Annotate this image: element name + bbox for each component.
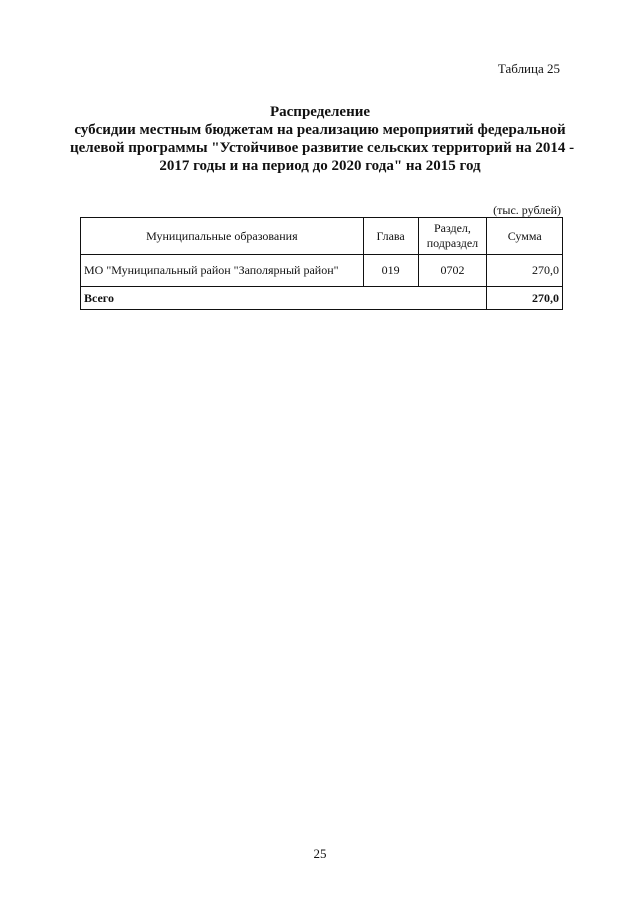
header-sum: Сумма [487,218,563,255]
header-chapter: Глава [363,218,418,255]
subsidy-distribution-table [80,217,563,310]
header-section-line-1: Раздел, [433,221,471,235]
page-number: 25 [313,846,327,861]
units-note: (тыс. рублей) [493,203,561,217]
header-section [418,218,487,255]
header-municipalities: Муниципальные образования [81,218,364,255]
document-title [70,103,575,175]
cell-chapter: 019 [363,255,418,287]
title-line-4: 2017 годы и на период до 2020 года" на 2015 год [159,158,481,174]
table-number-label: Таблица 25 [497,61,560,76]
title-line-2: субсидии местным бюджетам на реализацию мероприятий федеральной [74,122,566,138]
cell-municipality: МО "Муниципальный район "Заполярный район" [81,255,364,287]
cell-section: 0702 [418,255,487,287]
table-total-row [81,287,563,310]
table-header-row [81,218,563,255]
title-line-3: целевой программы "Устойчивое развитие сельских территорий на 2014 - [70,140,575,156]
table-row [81,255,563,287]
header-section-line-2: подраздел [426,236,479,250]
title-line-1: Распределение [269,104,371,120]
total-sum: 270,0 [487,287,563,310]
total-label: Всего [81,287,487,310]
cell-sum: 270,0 [487,255,563,287]
